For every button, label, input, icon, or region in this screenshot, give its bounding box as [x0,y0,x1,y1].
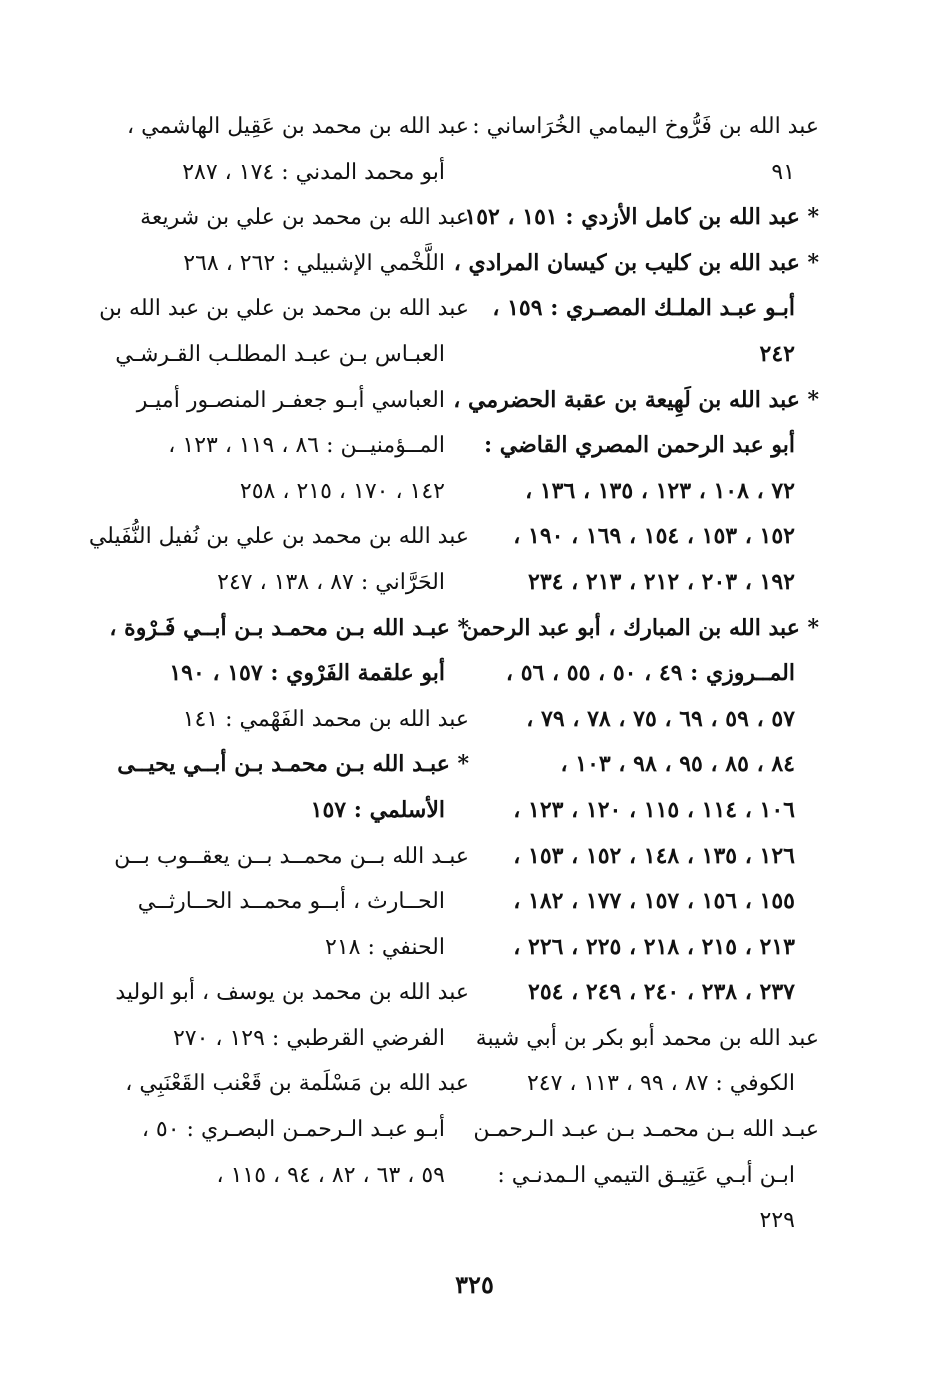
index-entry [109,606,469,697]
entry-continuation-line: أبو عبد الرحمن المصري القاضي : [484,432,795,459]
entry-continuation-line: المــروزي : ٤٩ ، ٥٠ ، ٥٥ ، ٥٦ ، [505,660,795,687]
entry-continuation-line: العبـاس بـن عبـد المطلـب القـرشـي [115,341,445,367]
index-entry [453,378,819,606]
entry-continuation-line: أبو محمد المدني : ١٧٤ ، ٢٨٧ [182,159,445,185]
entry-continuation-line: ٥٩ ، ٦٣ ، ٨٢ ، ٩٤ ، ١١٥ ، [216,1162,445,1188]
index-entry [99,286,469,514]
index-column-left [88,104,469,1198]
entry-continuation-line: ٢١٣ ، ٢١٥ ، ٢١٨ ، ٢٢٥ ، ٢٢٦ ، [513,933,795,960]
index-entry [125,1061,469,1198]
entry-continuation-line: الحنفي : ٢١٨ [325,934,445,960]
entry-continuation-line: ١٤٢ ، ١٧٠ ، ٢١٥ ، ٢٥٨ [239,478,445,504]
entry-heading-line: عبد الله بن مَسْلَمة بن قَعْنب القَعْنَبِي ، [125,1071,469,1097]
entry-continuation-line: ٨٤ ، ٨٥ ، ٩٥ ، ٩٨ ، ١٠٣ ، [560,751,795,778]
entry-continuation-line: العباسي أبـو جعفـر المنصـور أميـر [136,387,445,413]
entry-continuation-line: ١٠٦ ، ١١٤ ، ١١٥ ، ١٢٠ ، ١٢٣ ، [513,796,795,823]
index-entry [129,195,469,286]
entry-heading-line: عبد الله بن محمد بن علي بن نُفيل النُّفَيلي [88,524,469,550]
entry-continuation-line: ٩١ [771,159,795,185]
index-entry [462,606,819,1016]
index-entry [117,742,469,833]
entry-continuation-line: ابـن أبـي عَتِيـق التيمي الـمدنـي : [497,1162,795,1188]
entry-heading-line: عبـد الله بـن محمـد بـن عبـد الـرحمـن [473,1117,819,1143]
entry-heading-line: * عبد الله بن المبارك ، أبو عبد الرحمن [462,614,819,641]
entry-continuation-line: ٥٧ ، ٥٩ ، ٦٩ ، ٧٥ ، ٧٨ ، ٧٩ ، [526,705,795,732]
page-number: ٣٢٥ [455,1270,494,1299]
entry-continuation-line: الأسلمي : ١٥٧ [310,796,445,823]
entry-continuation-line: ٢٤٢ [759,340,795,367]
index-entry [475,1016,819,1107]
entry-continuation-line: الفرضي القرطبي : ١٢٩ ، ٢٧٠ [172,1025,445,1051]
entry-heading-line: * عبـد الله بـن محمـد بـن أبــي فَـرْوة ، [109,614,469,641]
entry-continuation-line: المــؤمنيــن : ٨٦ ، ١١٩ ، ١٢٣ ، [168,433,445,459]
entry-heading-line: * عبد الله بن كامل الأزدي : ١٥١ ، ١٥٢ [464,204,819,231]
entry-heading-line: * عبد الله بن كليب بن كيسان المرادي ، [453,249,819,276]
index-entry [88,514,469,605]
index-entry [129,697,469,743]
entry-heading-line: عبد الله بن محمد بن علي بن شريعة [140,205,469,231]
index-entry [473,1107,819,1244]
entry-heading-line: عبد الله بن محمد أبو بكر بن أبي شيبة [475,1025,819,1051]
entry-continuation-line: ٧٢ ، ١٠٨ ، ١٢٣ ، ١٣٥ ، ١٣٦ ، [525,477,795,504]
entry-continuation-line: ١٩٢ ، ٢٠٣ ، ٢١٢ ، ٢١٣ ، ٢٣٤ [528,568,795,595]
index-entry [114,834,469,971]
index-entry [115,970,469,1061]
index-entry [472,104,819,195]
entry-continuation-line: الكوفي : ٨٧ ، ٩٩ ، ١١٣ ، ٢٤٧ [526,1071,795,1097]
entry-heading-line: * عبد الله بن لَهِيعة بن عقبة الحضرمي ، [453,386,819,413]
entry-heading-line: عبد الله بن محمد بن يوسف ، أبو الوليد [115,980,469,1006]
index-column-right [453,104,819,1244]
index-entry [464,195,819,241]
index-entry [453,241,819,378]
entry-heading-line: عبد الله بن محمد الفَهْمي : ١٤١ [182,706,469,732]
entry-continuation-line: ٢٣٧ ، ٢٣٨ ، ٢٤٠ ، ٢٤٩ ، ٢٥٤ [528,979,795,1006]
entry-heading-line: * عبـد الله بـن محمـد بـن أبــي يحيــى [117,751,469,778]
entry-continuation-line: ١٥٥ ، ١٥٦ ، ١٥٧ ، ١٧٧ ، ١٨٢ ، [513,888,795,915]
entry-continuation-line: ١٥٢ ، ١٥٣ ، ١٥٤ ، ١٦٩ ، ١٩٠ ، [513,523,795,550]
entry-continuation-line: الحَرَّاني : ٨٧ ، ١٣٨ ، ٢٤٧ [217,569,445,595]
entry-heading-line: عبد الله بن محمد بن عَقِيل الهاشمي ، [127,114,469,139]
entry-continuation-line: أبو علقمة الفَرْوي : ١٥٧ ، ١٩٠ [169,660,445,687]
entry-heading-line: عبـد الله بــن محمــد بــن يعقــوب بــن [114,843,469,869]
index-entry [129,104,469,195]
entry-continuation-line: ٢٢٩ [759,1208,795,1234]
entry-heading-line: عبد الله بن فَرُّوخ اليمامي الخُرَاساني : [472,114,819,139]
entry-continuation-line: أبـو عبـد الملـك المصـري : ١٥٩ ، [492,295,795,322]
entry-continuation-line: اللَّخْمي الإشبيلي : ٢٦٢ ، ٢٦٨ [183,250,445,276]
entry-continuation-line: أبـو عبـد الـرحمـن البصـري : ٥٠ ، [141,1117,445,1143]
entry-heading-line: عبد الله بن محمد بن علي بن عبد الله بن [99,296,469,322]
entry-continuation-line: الحــارث ، أبــو محمــد الحــارثــي [137,889,445,915]
entry-continuation-line: ١٢٦ ، ١٣٥ ، ١٤٨ ، ١٥٢ ، ١٥٣ ، [513,842,795,869]
